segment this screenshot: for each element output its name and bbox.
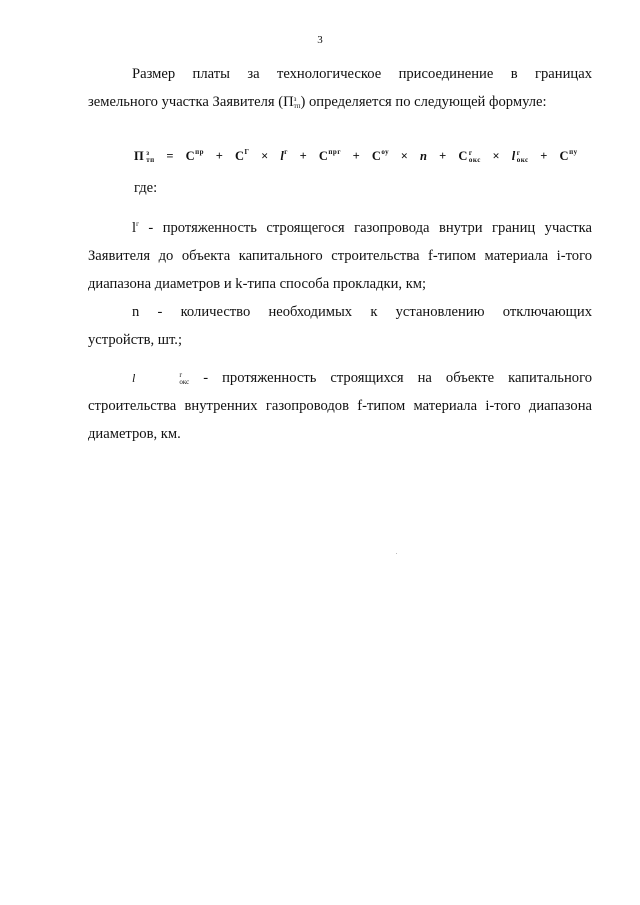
- formula-term-3-main: l: [280, 149, 285, 163]
- formula-term-7-sub: окс: [468, 156, 481, 165]
- definition-3-symbol-sup: г: [179, 370, 183, 379]
- definition-3-line-1: [88, 364, 592, 392]
- scan-speck: [396, 553, 397, 554]
- definition-3-symbol-sub: окс: [179, 377, 190, 386]
- formula-plus-2: +: [299, 149, 308, 163]
- definition-2-line-1: [88, 298, 592, 326]
- formula-term-5-sup: оу: [381, 148, 390, 156]
- intro-line-2-after: ) определяется по следующей формуле:: [300, 94, 547, 110]
- intro-line-2: [88, 88, 592, 116]
- definition-1-symbol: [132, 220, 139, 236]
- formula-term-4: [319, 149, 341, 163]
- formula-lhs-sub: тп: [146, 156, 155, 165]
- page-number: 3: [317, 34, 323, 46]
- formula-equals: =: [166, 149, 174, 163]
- formula-times-1: ×: [261, 149, 269, 163]
- definition-1-text-1: - протяженность строящегося газопровода внутри границ участка: [148, 220, 592, 236]
- definition-2-symbol: n: [132, 304, 140, 320]
- formula-term-2: [235, 149, 250, 163]
- formula-term-4-sup: прг: [328, 148, 341, 156]
- formula-times-2: ×: [400, 149, 409, 163]
- formula-term-1-main: С: [185, 149, 196, 163]
- formula-term-3-sup: г: [284, 148, 288, 156]
- intro-symbol-sup: з: [293, 94, 297, 103]
- formula-term-1-sup: пр: [195, 148, 205, 156]
- formula-term-3: [280, 149, 288, 163]
- definition-3-text-1: - протяженность строящихся на объекте капитального: [203, 370, 592, 386]
- definition-1-symbol-sup: г: [136, 220, 139, 228]
- formula-plus-4: +: [439, 149, 447, 163]
- definition-1-symbol-main: l: [132, 220, 137, 236]
- intro-symbol-main: П: [283, 94, 294, 110]
- definition-3-symbol: [132, 370, 189, 386]
- formula-plus-5: +: [540, 149, 548, 163]
- formula-term-4-main: С: [318, 149, 329, 163]
- definition-1-line-2: Заявителя до объекта капитального строительства f-типом материала i-того: [88, 248, 592, 264]
- definition-1: [88, 210, 592, 298]
- formula-term-1: [186, 149, 204, 163]
- definition-2: [88, 298, 592, 354]
- formula-term-2-sup: Г: [244, 148, 250, 156]
- intro-symbol: [283, 94, 300, 110]
- formula-lhs-sup: з: [146, 149, 150, 158]
- definition-3-line-2: строительства внутренних газопроводов f-типом материала i-того диапазона: [88, 398, 592, 414]
- definition-2-line-2: устройств, шт.;: [88, 332, 182, 348]
- definition-1-line-1: [88, 210, 592, 242]
- formula-lhs: [134, 149, 155, 163]
- where-label: где:: [134, 180, 158, 196]
- formula-term-5: [372, 149, 389, 163]
- intro-line-1: Размер платы за технологическое присоединение в границах: [132, 66, 592, 82]
- formula-term-9: [560, 149, 578, 163]
- formula-term-2-main: С: [234, 149, 245, 163]
- formula: [134, 140, 578, 168]
- definition-3: [88, 364, 592, 448]
- definition-3-line-3: диаметров, км.: [88, 426, 181, 442]
- formula-term-8: [512, 149, 529, 163]
- intro-paragraph: [88, 60, 592, 116]
- formula-plus-3: +: [352, 149, 361, 163]
- formula-term-9-sup: пу: [569, 148, 578, 156]
- formula-term-8-main: l: [511, 149, 516, 163]
- formula-term-7-sup: г: [468, 149, 473, 158]
- formula-term-8-sub: окс: [516, 156, 529, 165]
- formula-term-5-main: С: [371, 149, 382, 163]
- formula-term-9-main: С: [559, 149, 570, 163]
- definition-2-text-1: - количество необходимых к установлению отключающих: [157, 304, 592, 320]
- formula-term-7: [458, 149, 481, 163]
- formula-lhs-main: П: [134, 149, 145, 163]
- formula-times-3: ×: [492, 149, 501, 163]
- formula-plus-1: +: [215, 149, 224, 163]
- formula-term-8-sup: г: [516, 149, 521, 158]
- formula-term-7-main: С: [458, 149, 468, 163]
- intro-line-2-before: земельного участка Заявителя (: [88, 94, 284, 110]
- formula-term-6: n: [420, 149, 428, 163]
- intro-symbol-sub: тп: [293, 101, 301, 110]
- definition-1-line-3: диапазона диаметров и k-типа способа прокладки, км;: [88, 276, 427, 292]
- definition-3-symbol-main: l: [132, 371, 136, 385]
